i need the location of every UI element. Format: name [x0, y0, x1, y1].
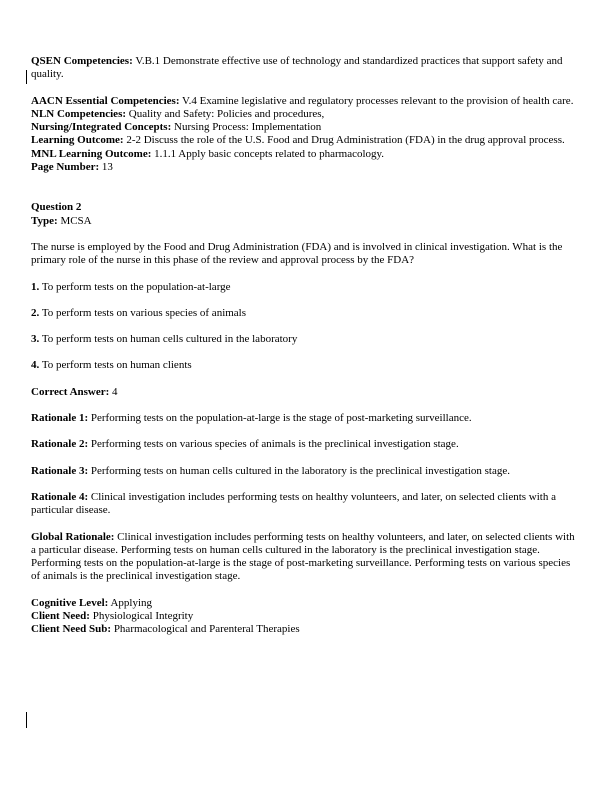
- client-need-line: [31, 610, 581, 623]
- rationale-4-label: Rationale 4:: [31, 490, 89, 503]
- qsen-competencies-line: [31, 55, 581, 82]
- rationale-1-text: Performing tests on the population-at-large is the stage of post-marketing surveillance.: [90, 412, 472, 425]
- answer-option-2-text: To perform tests on various species of animals: [41, 306, 247, 319]
- global-rationale-text: Clinical investigation includes performing tests on healthy volunteers, and later, on selected clients with a particular disease. Performing tests on human cells cultured in the laboratory is the preclinical investigation stage. Performing tests on the population-at-large is the stage of post-marketing surveillance. Performing tests on various species of animals is the preclinical investigation stage.: [31, 530, 575, 583]
- nursing-concepts-label: Nursing/Integrated Concepts:: [31, 121, 172, 134]
- mnl-learning-outcome-label: MNL Learning Outcome:: [31, 147, 152, 160]
- nursing-concepts-line: [31, 121, 581, 134]
- answer-option-4-text: To perform tests on human clients: [41, 359, 192, 372]
- rationale-4-text: Clinical investigation includes performing tests on healthy volunteers, and later, on selected clients with a particular disease.: [31, 490, 556, 517]
- learning-outcome-line: [31, 134, 581, 147]
- client-need-sub-line: [31, 623, 581, 636]
- rationale-3-label: Rationale 3:: [31, 464, 89, 477]
- client-need-label: Client Need:: [31, 610, 90, 623]
- client-need-sub-text: Pharmacological and Parenteral Therapies: [113, 623, 300, 636]
- page-number-text: 13: [101, 161, 113, 174]
- page-number-line: [31, 161, 581, 174]
- correct-answer-text: 4: [112, 385, 118, 398]
- rationale-3-text: Performing tests on human cells cultured in the laboratory is the preclinical investigation stage.: [90, 464, 511, 477]
- cognitive-level-label: Cognitive Level:: [31, 596, 109, 609]
- question-type-label: Type:: [31, 214, 58, 227]
- rationale-3: [31, 465, 581, 478]
- question-type-line: [31, 215, 581, 228]
- aacn-text: V.4 Examine legislative and regulatory processes relevant to the provision of health care.: [182, 94, 574, 107]
- rationale-1-label: Rationale 1:: [31, 412, 89, 425]
- rationale-2-label: Rationale 2:: [31, 438, 89, 451]
- answer-option-1-number: 1.: [31, 280, 40, 293]
- page-number-label: Page Number:: [31, 161, 100, 174]
- rationale-2: [31, 438, 581, 451]
- question-title: [31, 201, 581, 214]
- aacn-line: [31, 95, 581, 108]
- answer-option-3-number: 3.: [31, 333, 40, 346]
- rationale-2-text: Performing tests on various species of animals is the preclinical investigation stage.: [90, 438, 459, 451]
- global-rationale: [31, 531, 581, 584]
- metadata-block: [31, 95, 581, 175]
- answer-option-2: [31, 307, 581, 320]
- answer-option-2-number: 2.: [31, 306, 40, 319]
- answer-option-1-text: To perform tests on the population-at-large: [41, 280, 231, 293]
- nursing-concepts-text: Nursing Process: Implementation: [174, 121, 322, 134]
- change-bar: [26, 712, 27, 728]
- client-need-text: Physiological Integrity: [92, 610, 194, 623]
- nln-line: [31, 108, 581, 121]
- global-rationale-label: Global Rationale:: [31, 530, 115, 543]
- cognitive-level-text: Applying: [110, 596, 153, 609]
- learning-outcome-label: Learning Outcome:: [31, 134, 124, 147]
- answer-option-4: [31, 359, 581, 372]
- question-stem: The nurse is employed by the Food and Drug Administration (FDA) and is involved in clinical investigation. What is the primary role of the nurse in this phase of the review and approval process by the FDA?: [31, 240, 563, 267]
- client-need-sub-label: Client Need Sub:: [31, 623, 112, 636]
- qsen-competencies-text: V.B.1 Demonstrate effective use of technology and standardized practices that support safety and quality.: [31, 55, 563, 81]
- answer-option-1: [31, 281, 581, 294]
- question-title-text: Question 2: [31, 201, 82, 214]
- classification-block: [31, 597, 581, 637]
- answer-option-4-number: 4.: [31, 359, 40, 372]
- answer-option-3-text: To perform tests on human cells cultured in the laboratory: [41, 333, 298, 346]
- qsen-competencies-label: QSEN Competencies:: [31, 55, 133, 67]
- question-type-text: MCSA: [60, 214, 92, 227]
- cognitive-level-line: [31, 597, 581, 610]
- answer-option-3: [31, 333, 581, 346]
- correct-answer-line: [31, 386, 581, 399]
- mnl-learning-outcome-line: [31, 148, 581, 161]
- correct-answer-label: Correct Answer:: [31, 385, 110, 398]
- rationale-1: [31, 412, 581, 425]
- change-bar: [26, 70, 27, 84]
- rationale-4: [31, 491, 581, 518]
- aacn-label: AACN Essential Competencies:: [31, 94, 180, 107]
- nln-label: NLN Competencies:: [31, 107, 127, 120]
- nln-text: Quality and Safety: Policies and procedures,: [128, 107, 325, 120]
- learning-outcome-text: 2-2 Discuss the role of the U.S. Food and Drug Administration (FDA) in the drug approval process.: [126, 134, 565, 147]
- mnl-learning-outcome-text: 1.1.1 Apply basic concepts related to pharmacology.: [154, 147, 385, 160]
- question-header-block: [31, 201, 581, 228]
